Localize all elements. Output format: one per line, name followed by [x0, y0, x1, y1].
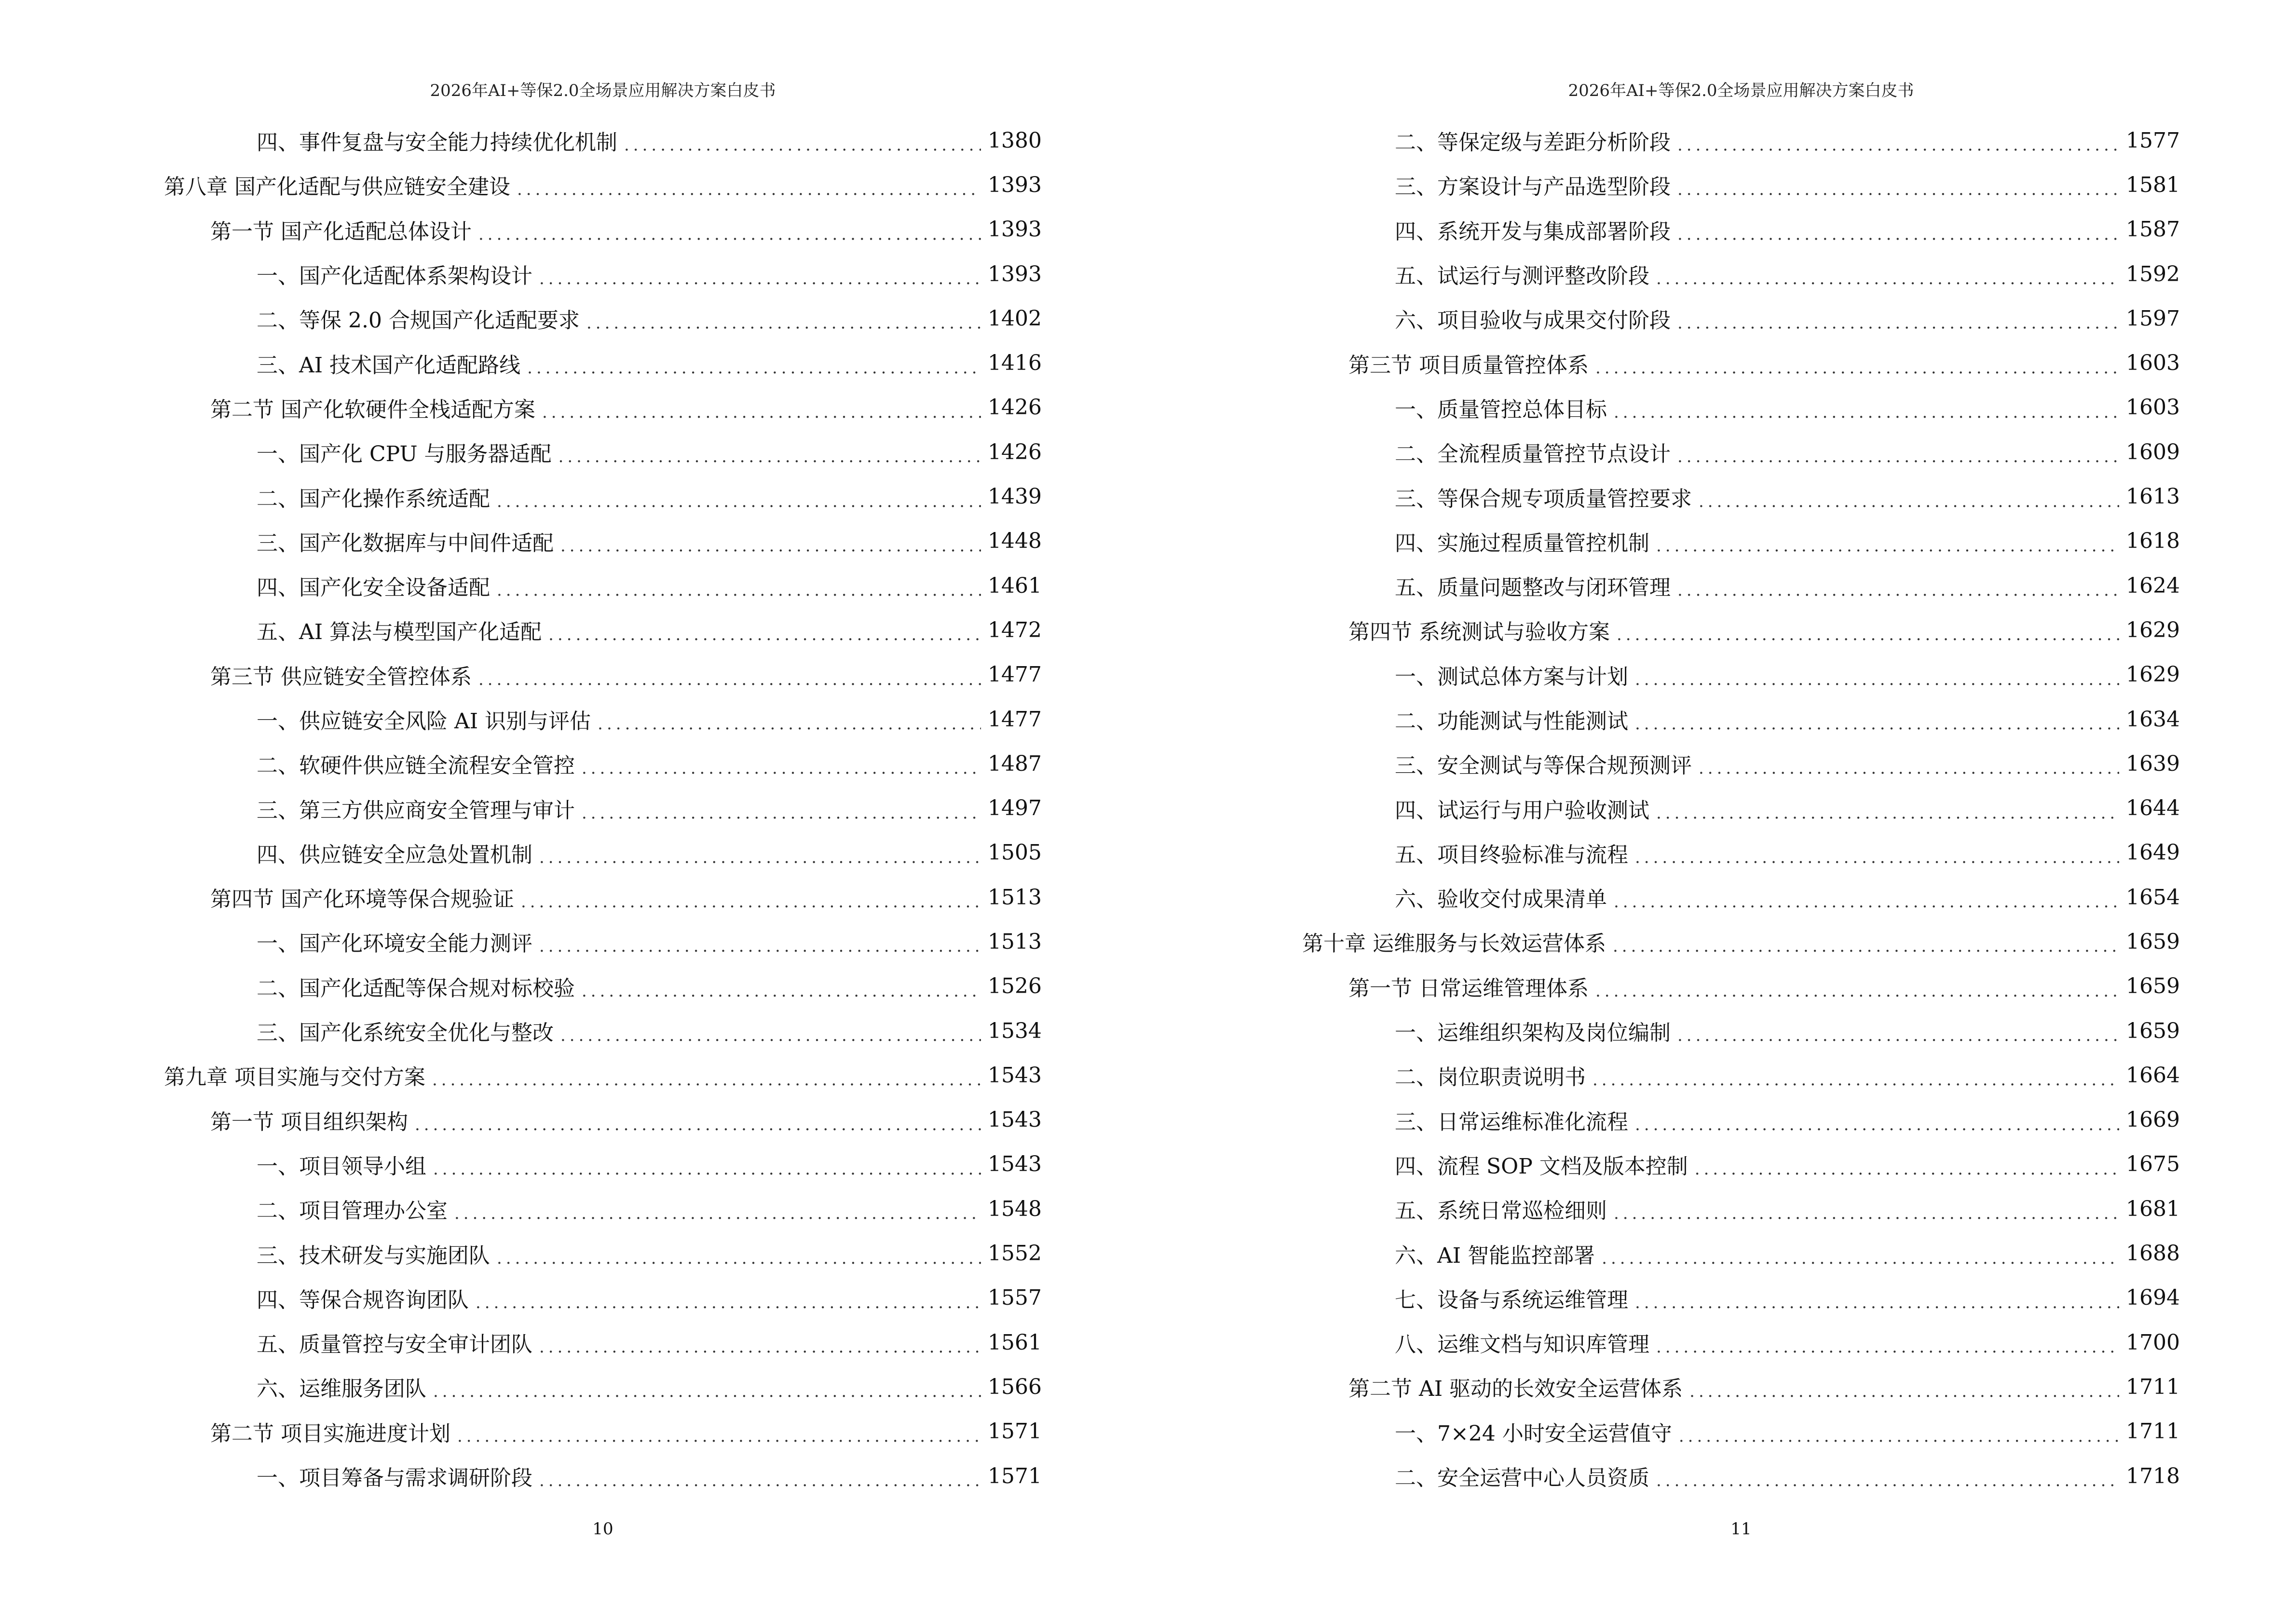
toc-entry-title: 二、软硬件供应链全流程安全管控 [257, 753, 575, 778]
dot-leader [1677, 136, 2119, 155]
dot-leader [497, 492, 981, 511]
dot-leader [415, 1115, 981, 1134]
toc-entry-page: 1664 [2126, 1063, 2180, 1088]
dot-leader [1635, 848, 2119, 867]
toc-entry-title: 第八章 国产化适配与供应链安全建设 [164, 175, 510, 200]
dot-leader [539, 1337, 981, 1357]
toc-entry-title: 三、第三方供应商安全管理与审计 [257, 798, 575, 823]
toc-entry-title: 二、功能测试与性能测试 [1395, 709, 1628, 734]
dot-leader [1595, 358, 2119, 378]
toc-item-entry[interactable] [164, 1187, 1042, 1231]
toc-entry-page: 1416 [988, 351, 1042, 376]
toc-entry-title: 二、安全运营中心人员资质 [1395, 1466, 1649, 1491]
toc-item-entry[interactable] [164, 831, 1042, 875]
toc-entry-page: 1543 [988, 1107, 1042, 1133]
table-of-contents [164, 118, 1042, 1498]
toc-item-entry[interactable] [164, 786, 1042, 830]
toc-entry-page: 1644 [2126, 796, 2180, 821]
dot-leader [1656, 1337, 2119, 1357]
toc-entry-page: 1659 [2126, 929, 2180, 954]
toc-entry-page: 1624 [2126, 573, 2180, 598]
dot-leader [1677, 180, 2119, 199]
dot-leader [1695, 1160, 2119, 1179]
toc-item-entry[interactable] [1302, 831, 2180, 875]
dot-leader [1699, 492, 2119, 511]
toc-entry-page: 1613 [2126, 484, 2180, 509]
toc-entry-page: 1688 [2126, 1241, 2180, 1266]
toc-item-entry[interactable] [1302, 1053, 2180, 1097]
dot-leader [1677, 1026, 2119, 1045]
toc-entry-title: 第一节 日常运维管理体系 [1348, 976, 1589, 1001]
toc-section-entry[interactable] [1302, 1365, 2180, 1409]
toc-entry-title: 第四节 国产化环境等保合规验证 [210, 887, 514, 912]
toc-entry-title: 三、AI 技术国产化适配路线 [257, 353, 521, 378]
toc-entry-page: 1552 [988, 1241, 1042, 1266]
toc-entry-title: 四、实施过程质量管控机制 [1395, 531, 1649, 556]
toc-chapter-entry[interactable] [1302, 919, 2180, 964]
toc-entry-page: 1571 [988, 1463, 1042, 1488]
toc-entry-title: 五、质量管控与安全审计团队 [257, 1332, 532, 1357]
dot-leader [582, 982, 981, 1001]
toc-entry-page: 1718 [2126, 1463, 2180, 1488]
dot-leader [1635, 1115, 2119, 1134]
toc-entry-title: 二、等保定级与差距分析阶段 [1395, 130, 1671, 155]
toc-entry-title: 四、供应链安全应急处置机制 [257, 842, 532, 867]
toc-entry-title: 三、安全测试与等保合规预测评 [1395, 753, 1692, 778]
toc-item-entry[interactable] [164, 608, 1042, 652]
dot-leader [1677, 314, 2119, 333]
toc-entry-title: 五、AI 算法与模型国产化适配 [257, 620, 542, 645]
dot-leader [517, 180, 981, 199]
toc-entry-title: 二、国产化操作系统适配 [257, 486, 490, 511]
toc-entry-page: 1557 [988, 1285, 1042, 1310]
toc-entry-title: 二、项目管理办公室 [257, 1199, 448, 1224]
toc-entry-page: 1711 [2126, 1419, 2180, 1444]
toc-item-entry[interactable] [164, 741, 1042, 786]
toc-entry-page: 1439 [988, 484, 1042, 509]
table-of-contents [1302, 118, 2180, 1498]
toc-item-entry[interactable] [164, 252, 1042, 296]
toc-chapter-entry[interactable] [164, 163, 1042, 207]
dot-leader [586, 314, 981, 333]
dot-leader [1635, 714, 2119, 734]
toc-entry-page: 1603 [2126, 351, 2180, 376]
dot-leader [558, 447, 981, 466]
dot-leader [497, 1249, 981, 1268]
toc-entry-title: 四、试运行与用户验收测试 [1395, 798, 1649, 823]
dot-leader [582, 759, 981, 778]
page-header: 2026年AI+等保2.0全场景应用解决方案白皮书 [430, 81, 776, 100]
dot-leader [1677, 581, 2119, 600]
toc-entry-title: 第九章 项目实施与交付方案 [164, 1065, 425, 1090]
toc-entry-page: 1426 [988, 395, 1042, 420]
toc-entry-page: 1534 [988, 1018, 1042, 1043]
toc-item-entry[interactable] [164, 1009, 1042, 1053]
toc-entry-title: 六、AI 智能监控部署 [1395, 1243, 1595, 1268]
toc-item-entry[interactable] [1302, 1098, 2180, 1142]
toc-section-entry[interactable] [164, 207, 1042, 252]
dot-leader [527, 358, 981, 378]
toc-entry-page: 1477 [988, 707, 1042, 732]
toc-entry-title: 一、运维组织架构及岗位编制 [1395, 1021, 1671, 1046]
toc-item-entry[interactable] [1302, 697, 2180, 741]
toc-entry-page: 1505 [988, 840, 1042, 865]
toc-entry-title: 五、系统日常巡检细则 [1395, 1199, 1607, 1224]
toc-item-entry[interactable] [1302, 118, 2180, 163]
toc-entry-page: 1543 [988, 1152, 1042, 1177]
toc-item-entry[interactable] [1302, 1231, 2180, 1275]
toc-entry-page: 1603 [2126, 395, 2180, 420]
toc-entry-page: 1477 [988, 662, 1042, 687]
toc-item-entry[interactable] [164, 1231, 1042, 1275]
toc-item-entry[interactable] [1302, 207, 2180, 252]
toc-entry-title: 六、验收交付成果清单 [1395, 887, 1607, 912]
toc-section-entry[interactable] [1302, 608, 2180, 652]
toc-entry-title: 四、等保合规咨询团队 [257, 1287, 469, 1312]
toc-entry-title: 第四节 系统测试与验收方案 [1348, 620, 1610, 645]
dot-leader [539, 269, 981, 288]
toc-item-entry[interactable] [1302, 1142, 2180, 1187]
toc-item-entry[interactable] [164, 563, 1042, 608]
toc-entry-title: 五、试运行与测评整改阶段 [1395, 264, 1649, 289]
toc-entry-page: 1634 [2126, 707, 2180, 732]
toc-entry-page: 1649 [2126, 840, 2180, 865]
toc-item-entry[interactable] [1302, 296, 2180, 341]
toc-item-entry[interactable] [1302, 1454, 2180, 1498]
toc-entry-page: 1426 [988, 439, 1042, 464]
toc-entry-page: 1659 [2126, 974, 2180, 999]
toc-entry-title: 第二节 项目实施进度计划 [210, 1421, 450, 1446]
toc-entry-title: 二、全流程质量管控节点设计 [1395, 442, 1671, 467]
dot-leader [432, 1070, 981, 1090]
toc-entry-page: 1513 [988, 885, 1042, 910]
dot-leader [1613, 937, 2119, 956]
toc-item-entry[interactable] [164, 296, 1042, 341]
toc-entry-page: 1461 [988, 573, 1042, 598]
toc-entry-page: 1393 [988, 217, 1042, 242]
toc-section-entry[interactable] [1302, 341, 2180, 385]
toc-item-entry[interactable] [1302, 430, 2180, 474]
dot-leader [539, 937, 981, 956]
dot-leader [1614, 403, 2119, 422]
toc-item-entry[interactable] [1302, 563, 2180, 608]
toc-section-entry[interactable] [164, 875, 1042, 919]
toc-entry-page: 1561 [988, 1330, 1042, 1355]
toc-item-entry[interactable] [164, 1142, 1042, 1187]
dot-leader [582, 804, 981, 823]
dot-leader [1679, 1427, 2119, 1446]
dot-leader [521, 892, 981, 912]
toc-entry-page: 1639 [2126, 751, 2180, 776]
toc-entry-page: 1497 [988, 796, 1042, 821]
toc-entry-page: 1654 [2126, 885, 2180, 910]
toc-entry-title: 三、日常运维标准化流程 [1395, 1109, 1628, 1134]
toc-item-entry[interactable] [164, 118, 1042, 163]
dot-leader [1689, 1382, 2119, 1401]
toc-entry-title: 一、测试总体方案与计划 [1395, 664, 1628, 689]
toc-item-entry[interactable] [1302, 474, 2180, 519]
toc-entry-page: 1597 [2126, 306, 2180, 331]
toc-entry-title: 一、项目领导小组 [257, 1154, 426, 1179]
toc-item-entry[interactable] [164, 341, 1042, 385]
toc-item-entry[interactable] [1302, 786, 2180, 830]
dot-leader [1635, 1293, 2119, 1312]
toc-item-entry[interactable] [1302, 1409, 2180, 1454]
dot-leader [433, 1382, 981, 1401]
toc-item-entry[interactable] [1302, 875, 2180, 919]
dot-leader [560, 1026, 981, 1045]
dot-leader [539, 848, 981, 867]
dot-leader [1602, 1249, 2119, 1268]
toc-item-entry[interactable] [1302, 385, 2180, 430]
dot-leader [542, 403, 981, 422]
toc-entry-title: 一、项目筹备与需求调研阶段 [257, 1466, 532, 1491]
toc-entry-page: 1571 [988, 1419, 1042, 1444]
dot-leader [1656, 1471, 2119, 1490]
toc-item-entry[interactable] [164, 1276, 1042, 1320]
toc-item-entry[interactable] [1302, 1276, 2180, 1320]
toc-entry-title: 第十章 运维服务与长效运营体系 [1302, 931, 1606, 956]
toc-entry-title: 五、项目终验标准与流程 [1395, 842, 1628, 867]
toc-entry-title: 一、质量管控总体目标 [1395, 397, 1607, 422]
toc-entry-page: 1402 [988, 306, 1042, 331]
dot-leader [478, 225, 981, 244]
dot-leader [476, 1293, 981, 1312]
toc-item-entry[interactable] [164, 519, 1042, 563]
toc-entry-title: 一、国产化适配体系架构设计 [257, 264, 532, 289]
toc-entry-page: 1548 [988, 1196, 1042, 1221]
toc-entry-page: 1694 [2126, 1285, 2180, 1310]
toc-entry-page: 1577 [2126, 128, 2180, 153]
dot-leader [1614, 892, 2119, 912]
toc-item-entry[interactable] [164, 697, 1042, 741]
toc-item-entry[interactable] [1302, 1320, 2180, 1365]
toc-entry-title: 第一节 国产化适配总体设计 [210, 219, 472, 244]
dot-leader [598, 714, 981, 734]
toc-item-entry[interactable] [1302, 1009, 2180, 1053]
toc-entry-page: 1681 [2126, 1196, 2180, 1221]
toc-entry-page: 1675 [2126, 1152, 2180, 1177]
toc-entry-page: 1669 [2126, 1107, 2180, 1133]
dot-leader [1656, 536, 2119, 556]
dot-leader [548, 625, 981, 644]
toc-section-entry[interactable] [164, 1098, 1042, 1142]
dot-leader [539, 1471, 981, 1490]
toc-entry-page: 1380 [988, 128, 1042, 153]
toc-entry-page: 1472 [988, 617, 1042, 642]
toc-entry-title: 第三节 项目质量管控体系 [1348, 353, 1589, 378]
toc-entry-title: 四、系统开发与集成部署阶段 [1395, 219, 1671, 244]
toc-entry-title: 三、技术研发与实施团队 [257, 1243, 490, 1268]
toc-entry-title: 三、国产化数据库与中间件适配 [257, 531, 554, 556]
toc-entry-page: 1609 [2126, 439, 2180, 464]
toc-entry-page: 1659 [2126, 1018, 2180, 1043]
toc-item-entry[interactable] [1302, 741, 2180, 786]
toc-entry-page: 1393 [988, 261, 1042, 287]
toc-item-entry[interactable] [164, 1365, 1042, 1409]
toc-entry-title: 第二节 国产化软硬件全栈适配方案 [210, 397, 535, 422]
dot-leader [1677, 225, 2119, 244]
toc-entry-page: 1711 [2126, 1374, 2180, 1399]
dot-leader [1614, 1204, 2119, 1223]
toc-item-entry[interactable] [164, 1320, 1042, 1365]
dot-leader [624, 136, 981, 155]
dot-leader [1656, 804, 2119, 823]
toc-entry-title: 五、质量问题整改与闭环管理 [1395, 575, 1671, 600]
toc-entry-title: 一、7×24 小时安全运营值守 [1395, 1421, 1672, 1446]
toc-entry-page: 1513 [988, 929, 1042, 954]
toc-item-entry[interactable] [1302, 653, 2180, 697]
toc-entry-title: 一、国产化环境安全能力测评 [257, 931, 532, 956]
page-number: 10 [592, 1519, 613, 1539]
right-page [1144, 0, 2287, 1624]
toc-entry-page: 1700 [2126, 1330, 2180, 1355]
dot-leader [457, 1427, 981, 1446]
toc-section-entry[interactable] [164, 653, 1042, 697]
toc-entry-title: 四、事件复盘与安全能力持续优化机制 [257, 130, 617, 155]
toc-entry-page: 1526 [988, 974, 1042, 999]
toc-entry-title: 三、等保合规专项质量管控要求 [1395, 486, 1692, 511]
toc-chapter-entry[interactable] [164, 1053, 1042, 1097]
toc-item-entry[interactable] [1302, 163, 2180, 207]
toc-entry-title: 三、方案设计与产品选型阶段 [1395, 175, 1671, 200]
toc-item-entry[interactable] [1302, 252, 2180, 296]
toc-section-entry[interactable] [1302, 964, 2180, 1009]
toc-item-entry[interactable] [1302, 1187, 2180, 1231]
toc-entry-title: 四、国产化安全设备适配 [257, 575, 490, 600]
toc-item-entry[interactable] [1302, 519, 2180, 563]
dot-leader [560, 536, 981, 556]
toc-item-entry[interactable] [164, 1454, 1042, 1498]
toc-entry-page: 1629 [2126, 662, 2180, 687]
page-header: 2026年AI+等保2.0全场景应用解决方案白皮书 [1568, 81, 1914, 100]
toc-entry-title: 二、等保 2.0 合规国产化适配要求 [257, 308, 580, 333]
toc-entry-page: 1487 [988, 751, 1042, 776]
toc-entry-title: 第二节 AI 驱动的长效安全运营体系 [1348, 1377, 1683, 1402]
toc-entry-title: 二、国产化适配等保合规对标校验 [257, 976, 575, 1001]
toc-entry-title: 八、运维文档与知识库管理 [1395, 1332, 1649, 1357]
toc-entry-title: 六、项目验收与成果交付阶段 [1395, 308, 1671, 333]
toc-entry-title: 四、流程 SOP 文档及版本控制 [1395, 1154, 1688, 1179]
toc-entry-title: 一、国产化 CPU 与服务器适配 [257, 442, 552, 467]
dot-leader [1635, 670, 2119, 689]
toc-entry-title: 一、供应链安全风险 AI 识别与评估 [257, 709, 591, 734]
toc-entry-title: 七、设备与系统运维管理 [1395, 1287, 1628, 1312]
toc-entry-page: 1448 [988, 529, 1042, 554]
dot-leader [1617, 625, 2119, 644]
dot-leader [1677, 447, 2119, 466]
toc-entry-title: 二、岗位职责说明书 [1395, 1065, 1586, 1090]
dot-leader [1593, 1070, 2119, 1090]
toc-item-entry[interactable] [164, 919, 1042, 964]
toc-entry-page: 1393 [988, 172, 1042, 197]
toc-item-entry[interactable] [164, 964, 1042, 1009]
dot-leader [1656, 269, 2119, 288]
toc-entry-page: 1581 [2126, 172, 2180, 197]
toc-item-entry[interactable] [164, 474, 1042, 519]
page-number: 11 [1730, 1519, 1752, 1539]
dot-leader [1699, 759, 2119, 778]
dot-leader [1595, 982, 2119, 1001]
toc-item-entry[interactable] [164, 430, 1042, 474]
dot-leader [454, 1204, 981, 1223]
toc-entry-page: 1618 [2126, 529, 2180, 554]
toc-section-entry[interactable] [164, 1409, 1042, 1454]
toc-entry-title: 第三节 供应链安全管控体系 [210, 664, 472, 689]
toc-entry-page: 1587 [2126, 217, 2180, 242]
dot-leader [433, 1160, 981, 1179]
toc-entry-page: 1566 [988, 1374, 1042, 1399]
toc-entry-title: 三、国产化系统安全优化与整改 [257, 1021, 554, 1046]
toc-entry-title: 六、运维服务团队 [257, 1377, 426, 1402]
toc-section-entry[interactable] [164, 385, 1042, 430]
toc-entry-title: 第一节 项目组织架构 [210, 1109, 408, 1134]
dot-leader [497, 581, 981, 600]
dot-leader [478, 670, 981, 689]
toc-entry-page: 1592 [2126, 261, 2180, 287]
toc-entry-page: 1543 [988, 1063, 1042, 1088]
toc-entry-page: 1629 [2126, 617, 2180, 642]
